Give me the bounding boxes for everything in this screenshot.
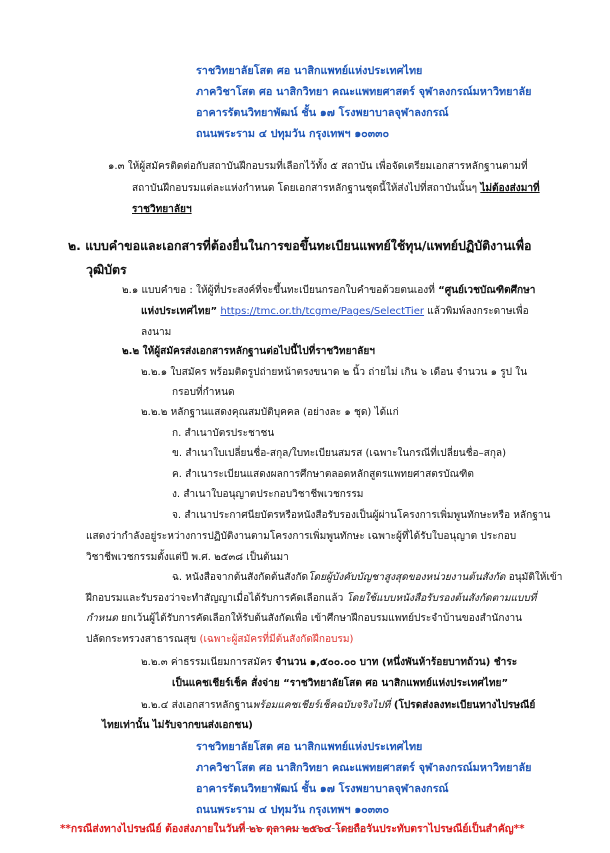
item-1-3-line3: ราชวิทยาลัยฯ — [132, 204, 192, 215]
list-item-kho: ค. สำเนาระเบียนแสดงผลการศึกษาตลอดหลักสูตรแพทยศาสตรบัณฑิต — [172, 469, 474, 480]
item-2-2-3-line2: เป็นแคชเชียร์เช็ค สั่งจ่าย “ราชวิทยาลัยโสต ศอ นาสิกแพทย์แห่งประเทศไทย” — [172, 678, 509, 689]
item-2-1-line1 — [122, 284, 535, 297]
chau-italic: โดยใช้แบบหนังสือรับรองต้นสังกัดตามแบบที่ — [346, 593, 537, 604]
item-1-3-emphasis: ไม่ต้องส่งมาที่ — [480, 183, 540, 194]
item-2-1-text: ๒.๑ แบบคำขอ : ให้ผู้ที่ประสงค์ที่จะขึ้นทะเบียนกรอกใบคำขอด้วยตนเองที่ — [122, 285, 439, 296]
chau-text: ปลัดกระทรวงสาธารณสุข — [86, 634, 200, 645]
list-item-chau-cont — [86, 592, 536, 605]
center-name-cont: แห่งประเทศไทย” — [141, 306, 218, 317]
fee-label: ๒.๒.๓ ค่าธรรมเนียมการสมัคร — [141, 657, 276, 668]
chau-text: ยกเว้นผู้ได้รับการคัดเลือกให้รับต้นสังกัดเพื่อ เข้าศึกษาฝึกอบรมแพทย์ประจำบ้านของสำนักงาน — [117, 613, 523, 624]
center-name: “ศูนย์เวชบัณฑิตศึกษา — [438, 285, 536, 296]
chau-text: อนุมัติให้เข้า — [505, 572, 563, 583]
item-1-3-line1: ๑.๓ ให้ผู้สมัครติดต่อกับสถาบันฝึกอบรมที่เลือกไว้ทั้ง ๕ สถาบัน เพื่อจัดเตรียมเอกสารหลักฐานตามที่ — [108, 161, 528, 172]
list-item-chau-cont — [86, 633, 353, 646]
send-text: ๒.๒.๔ ส่งเอกสารหลักฐาน — [141, 700, 253, 711]
chau-italic: กำหนด — [86, 613, 118, 624]
divider — [236, 828, 370, 829]
tcgme-link[interactable]: https://tmc.or.th/tcgme/Pages/SelectTier — [220, 306, 425, 317]
item-2-2-1-line2: กรอบที่กำหนด — [172, 387, 235, 398]
chau-italic: โดยผู้บังคับบัญชาสูงสุดของหน่วยงานต้นสังกัด — [308, 572, 506, 583]
item-2-2-4-line1 — [141, 699, 535, 712]
list-item-chau — [172, 571, 562, 584]
address-line: ภาควิชาโสต ศอ นาสิกวิทยา คณะแพทยศาสตร์ จุฬาลงกรณ์มหาวิทยาลัย — [196, 85, 532, 98]
item-1-3-line2 — [132, 182, 540, 195]
list-item-ngo: ง. สำเนาใบอนุญาตประกอบวิชาชีพเวชกรรม — [172, 489, 364, 500]
list-item-ka: ก. สำเนาบัตรประชาชน — [172, 428, 275, 439]
list-item-cho: จ. สำเนาประกาศนียบัตรหรือหนังสือรับรองเป็นผู้ผ่านโครงการเพิ่มพูนทักษะหรือ หลักฐาน — [172, 510, 551, 521]
address-line: อาคารรัตนวิทยาพัฒน์ ชั้น ๑๗ โรงพยาบาลจุฬาลงกรณ์ — [196, 106, 449, 119]
item-2-2-heading: ๒.๒ ให้ผู้สมัครส่งเอกสารหลักฐานต่อไปนี้ไปที่ราชวิทยาลัยฯ — [122, 346, 375, 357]
list-item-kha: ข. สำเนาใบเปลี่ยนชื่อ-สกุล/ใบทะเบียนสมรส (เฉพาะในกรณีที่เปลี่ยนชื่อ–สกุล) — [172, 448, 507, 459]
list-item-cho-cont: แสดงว่ากำลังอยู่ระหว่างการปฏิบัติงานตามโครงการเพิ่มพูนทักษะ เฉพาะผู้ที่ได้รับใบอนุญาต ประกอบ — [86, 531, 517, 542]
address-line: อาคารรัตนวิทยาพัฒน์ ชั้น ๑๗ โรงพยาบาลจุฬาลงกรณ์ — [196, 782, 449, 795]
send-bold: (โปรดส่งลงทะเบียนทางไปรษณีย์ — [390, 700, 536, 711]
address-line: ภาควิชาโสต ศอ นาสิกวิทยา คณะแพทยศาสตร์ จุฬาลงกรณ์มหาวิทยาลัย — [196, 761, 532, 774]
section-2-title-cont: วุฒิบัตร — [86, 262, 127, 277]
item-2-1-after-link: แล้วพิมพ์ลงกระดาษเพื่อ — [424, 306, 529, 317]
deadline-note: **กรณีส่งทางไปรษณีย์ ต้องส่งภายในวันที่ ๒๖ ตุลาคม ๒๕๖๔ โดยถือวันประทับตราไปรษณีย์เป็นสำคัญ** — [60, 823, 525, 835]
chau-text: ฝึกอบรมและรับรองว่าจะทำสัญญาเมื่อได้รับการคัดเลือกแล้ว — [86, 593, 347, 604]
item-2-1-line3: ลงนาม — [141, 327, 172, 338]
item-2-1-line2 — [141, 305, 529, 318]
item-1-3-text: สถาบันฝึกอบรมแต่ละแห่งกำหนด โดยเอกสารหลักฐานชุดนี้ให้ส่งไปที่สถาบันนั้นๆ — [132, 183, 481, 194]
chau-text: ฉ. หนังสือจากต้นสังกัดต้นสังกัด — [172, 572, 309, 583]
fee-amount: จำนวน ๑,๕๐๐.๐๐ บาท (หนึ่งพันห้าร้อยบาทถ้วน) ชำระ — [275, 657, 518, 668]
item-2-2-3-line1 — [141, 656, 517, 669]
address-line: ถนนพระราม ๔ ปทุมวัน กรุงเทพฯ ๑๐๓๓๐ — [196, 127, 390, 140]
address-line: ถนนพระราม ๔ ปทุมวัน กรุงเทพฯ ๑๐๓๓๐ — [196, 803, 390, 816]
send-italic: พร้อมแคชเชียร์เช็คฉบับจริงไปที่ — [252, 700, 391, 711]
address-line: ราชวิทยาลัยโสต ศอ นาสิกแพทย์แห่งประเทศไทย — [196, 740, 423, 753]
item-2-2-2-heading: ๒.๒.๒ หลักฐานแสดงคุณสมบัติบุคคล (อย่างละ ๑ ชุด) ได้แก่ — [141, 407, 399, 418]
address-line: ราชวิทยาลัยโสต ศอ นาสิกแพทย์แห่งประเทศไทย — [196, 64, 423, 77]
chau-red-note: (เฉพาะผู้สมัครที่มีต้นสังกัดฝึกอบรม) — [199, 634, 354, 645]
section-2-title: ๒. แบบคำขอและเอกสารที่ต้องยื่นในการขอขึ้นทะเบียนแพทย์ใช้ทุน/แพทย์ปฏิบัติงานเพื่อ — [68, 238, 532, 253]
list-item-cho-cont: วิชาชีพเวชกรรมตั้งแต่ปี พ.ศ. ๒๕๓๘ เป็นต้นมา — [86, 552, 289, 563]
list-item-chau-cont — [86, 612, 522, 625]
item-2-2-1-line1: ๒.๒.๑ ใบสมัคร พร้อมติดรูปถ่ายหน้าตรงขนาด ๒ นิ้ว ถ่ายไม่ เกิน ๖ เดือน จำนวน ๑ รูป ใน — [141, 367, 528, 378]
item-2-2-4-line2: ไทยเท่านั้น ไม่รับจากขนส่งเอกชน) — [102, 720, 253, 731]
